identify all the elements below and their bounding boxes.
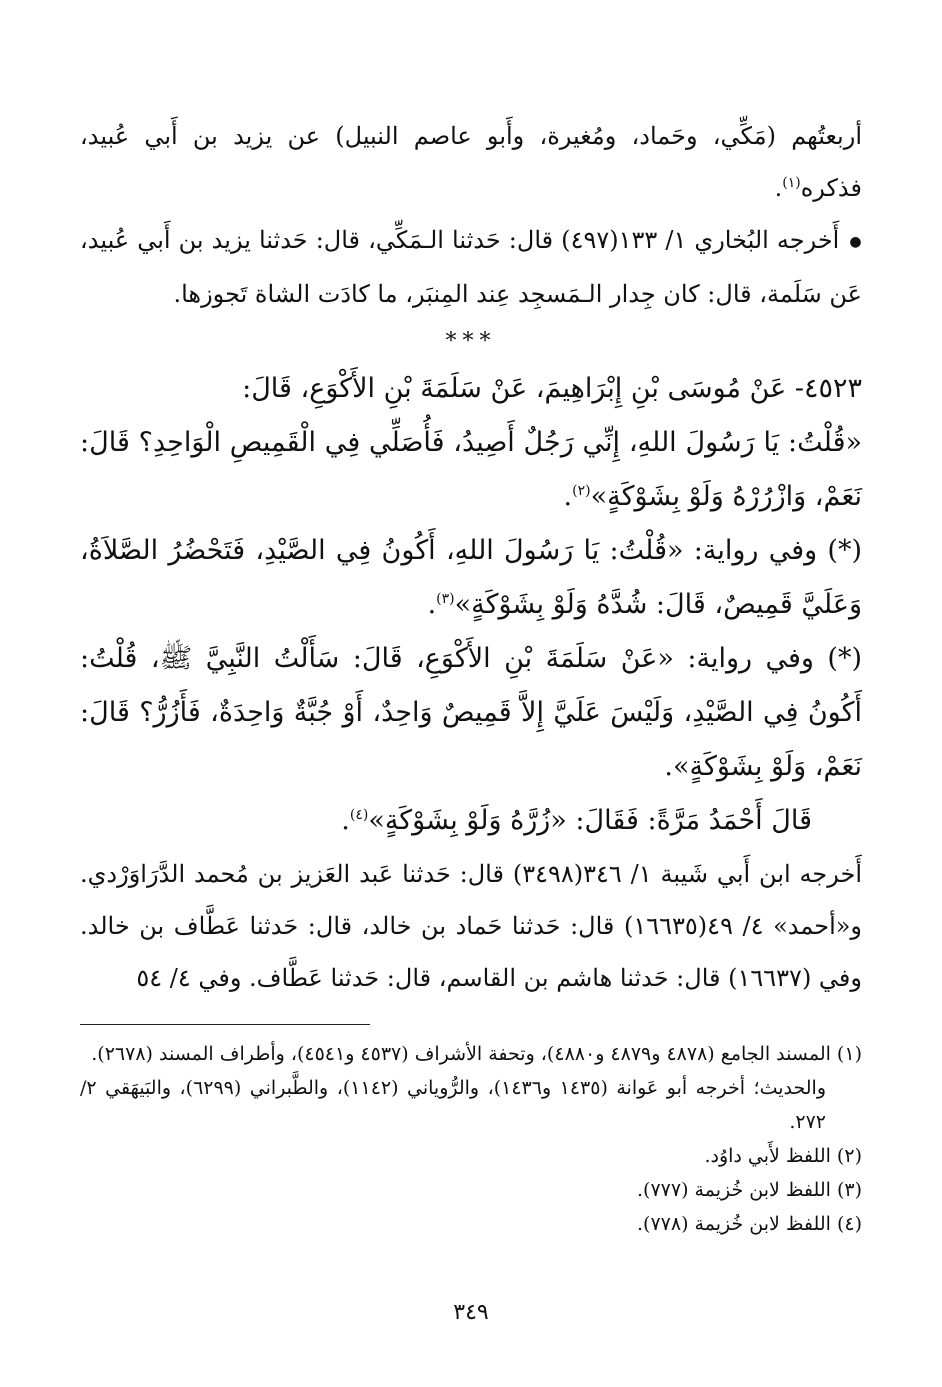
footnote-4: (٤) اللفظ لابن خُزيمة (٧٧٨). bbox=[637, 1212, 862, 1235]
variant-1-text: (*) وفي رواية: «قُلْتُ: يَا رَسُولَ اللهِ، أَكُونُ فِي الصَّيْدِ، فَتَحْضُرُ الصَّلاَةُ، وَعَلَيَّ قَمِيصٌ، قَالَ: شُدَّهُ وَلَوْ بِشَوْكَةٍ» bbox=[80, 534, 862, 620]
paragraph-intro bbox=[80, 110, 862, 214]
section-separator: *** bbox=[445, 328, 497, 354]
footnote-3: (٣) اللفظ لابن خُزيمة (٧٧٧). bbox=[637, 1178, 862, 1201]
variant-3-text: قَالَ أَحْمَدُ مَرَّةً: فَقَالَ: «زُرَّهُ وَلَوْ بِشَوْكَةٍ» bbox=[368, 804, 812, 836]
page-number: ٣٤٩ bbox=[453, 1300, 489, 1325]
footnote-ref-2: (٢) bbox=[572, 482, 591, 499]
variant-2: (*) وفي رواية: «عَنْ سَلَمَةَ بْنِ الأَكْوَعِ، قَالَ: سَأَلْتُ النَّبِيَّ ﷺ، قُلْتُ: أَكُونُ فِي الصَّيْدِ، وَلَيْسَ عَلَيَّ إِلاَّ قَمِيصٌ وَاحِدٌ، أَوْ جُبَّةٌ وَاحِدَةٌ، فَأَزُرُّ؟ قَالَ: نَعَمْ، وَلَوْ بِشَوْكَةٍ». bbox=[80, 642, 862, 782]
footnote-1-continued: والحديث؛ أخرجه أبو عَوانة (١٤٣٥ و١٤٣٦)، والرُّوياني (١١٤٢)، والطَّبراني (٦٢٩٩)، والبَيهَقي ٢/ ٢٧٢. bbox=[80, 1076, 827, 1133]
hadith-number: ٤٥٢٣- bbox=[786, 372, 862, 404]
hadith-body: «قُلْتُ: يَا رَسُولَ اللهِ، إِنِّي رَجُلٌ أَصِيدُ، فَأُصَلِّي فِي الْقَمِيصِ الْوَاحِدِ؟ قَالَ: نَعَمْ، وَازْرُرْهُ وَلَوْ بِشَوْكَةٍ» bbox=[80, 426, 862, 512]
footnotes bbox=[80, 1037, 862, 1241]
variant-1: (*) وفي رواية: «قُلْتُ: يَا رَسُولَ اللهِ، أَكُونُ فِي الصَّيْدِ، فَتَحْضُرُ الصَّلاَةُ، وَعَلَيَّ قَمِيصٌ، قَالَ: شُدَّهُ وَلَوْ بِشَوْكَةٍ»$^{(٣)}$. bbox=[80, 534, 862, 620]
intro-end: . bbox=[774, 174, 783, 202]
footnote-ref-3: (٣) bbox=[436, 590, 455, 607]
footnote-2: (٢) اللفظ لأَبي داوُد. bbox=[704, 1144, 862, 1167]
footnote-ref-1: (١) bbox=[782, 175, 801, 191]
hadith-heading bbox=[80, 362, 862, 416]
hadith-chain: عَنْ مُوسَى بْنِ إِبْرَاهِيمَ، عَنْ سَلَمَةَ بْنِ الأَكْوَعِ، قَالَ: bbox=[242, 372, 787, 404]
footnote-ref-4: (٤) bbox=[349, 806, 369, 823]
variant-3: قَالَ أَحْمَدُ مَرَّةً: فَقَالَ: «زُرَّهُ وَلَوْ بِشَوْكَةٍ»$^{(٤)}$. bbox=[341, 804, 812, 836]
main-text bbox=[80, 110, 862, 1004]
paragraph-takhrij: أَخرجه ابن أَبي شَيبة ١/ ٣٤٦(٣٤٩٨) قال: حَدثنا عَبد العَزيز بن مُحمد الدَّرَاوَرْدي. و«أحمد» ٤/ ٤٩(١٦٦٣٥) قال: حَدثنا حَماد بن خالد، قال: حَدثنا عَطَّاف بن خالد. وفي (١٦٦٣٧) قال: حَدثنا هاشم بن القاسم، قال: حَدثنا عَطَّاف. وفي ٤/ ٥٤ bbox=[80, 859, 863, 992]
paragraph-bukhari: ● أَخرجه البُخاري ١/ ١٣٣(٤٩٧) قال: حَدثنا الـمَكِّي، قال: حَدثنا يزيد بن أَبي عُبيد، عَن سَلَمة، قال: كان جِدار الـمَسجِد عِند المِنبَر، ما كادَت الشاة تَجوزها. bbox=[80, 214, 862, 320]
hadith-text: «قُلْتُ: يَا رَسُولَ اللهِ، إِنِّي رَجُلٌ أَصِيدُ، فَأُصَلِّي فِي الْقَمِيصِ الْوَاحِدِ؟ قَالَ: نَعَمْ، وَازْرُرْهُ وَلَوْ بِشَوْكَةٍ»$^{(٢)}$. bbox=[80, 426, 862, 512]
footnote-divider bbox=[80, 1024, 370, 1025]
footnote-1: (١) المسند الجامع (٤٨٧٨ و٤٨٧٩ و٤٨٨٠)، وتحفة الأشراف (٤٥٣٧ و٤٥٤١)، وأطراف المسند (٢٦٧٨). bbox=[91, 1042, 862, 1065]
intro-text: أربعتُهم (مَكِّي، وحَماد، ومُغيرة، وأَبو عاصم النبيل) عن يزيد بن أَبي عُبيد، فذكره bbox=[80, 122, 862, 202]
